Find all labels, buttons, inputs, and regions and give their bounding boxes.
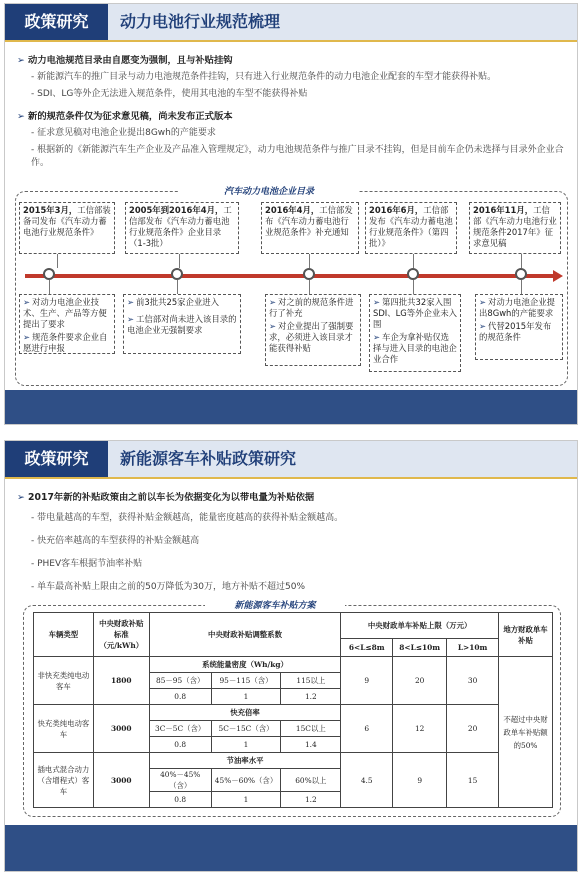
cell-range: 3C－5C（含）	[149, 721, 211, 737]
timeline-note: ➢ 前3批共25家企业进入 ➢ 工信部对尚未进入该目录的电池企业无强制要求	[123, 294, 241, 354]
timeline-event: 2015年3月，工信部装备司发布《汽车动力蓄电池行业规范条件》	[19, 202, 115, 254]
bullet-sub: - 单车最高补贴上限由之前的50万降低为30万，地方补贴不超过50%	[17, 580, 567, 594]
cell-cap: 20	[393, 657, 447, 705]
cell-range: 15C以上	[281, 721, 341, 737]
cell-range: 95－115（含）	[211, 673, 281, 689]
header-local: 地方财政单车补贴	[499, 613, 553, 657]
cell-metric: 系统能量密度（Wh/kg）	[149, 657, 340, 673]
bullet-list	[17, 54, 567, 174]
bullet-heading: ➢ 2017年新的补贴政策由之前以车长为依据变化为以带电量为补贴依据	[17, 491, 567, 505]
cell-type: 快充类纯电动客车	[34, 705, 94, 753]
timeline-stem	[413, 280, 414, 294]
timeline-stem	[309, 254, 310, 268]
footer-band	[5, 825, 577, 871]
timeline-node	[43, 268, 55, 280]
timeline-node	[303, 268, 315, 280]
bullet-sub: - 快充倍率越高的车型获得的补贴金额越高	[17, 534, 567, 548]
cell-range: 115以上	[281, 673, 341, 689]
cell-cap: 12	[393, 705, 447, 753]
cell-range: 60%以上	[281, 769, 341, 792]
cap-col-header: 8<L≤10m	[393, 639, 447, 657]
cell-coef: 0.8	[149, 792, 211, 808]
cell-metric: 节油率水平	[149, 753, 340, 769]
timeline-event: 2016年11月，工信部《汽车动力电池行业规范条件2017年》征求意见稿	[469, 202, 561, 254]
timeline-note: ➢ 对动力电池企业技术、生产、产品等方便提出了要求 ➢ 规范条件要求企业自愿进行申报	[19, 294, 115, 354]
cell-coef: 1	[211, 737, 281, 753]
table-row	[34, 657, 553, 673]
timeline-note: ➢ 对动力电池企业提出8Gwh的产能要求 ➢ 代替2015年发布的规范条件	[475, 294, 563, 360]
cell-std: 3000	[93, 705, 149, 753]
timeline-stem	[413, 254, 414, 268]
bullet-sub: - 根据新的《新能源汽车生产企业及产品准入管理规定》，动力电池规范条件与推广目录不挂钩，但是目前车企仍未选择与目录外企业合作。	[17, 144, 567, 170]
section-tag: 政策研究	[5, 441, 108, 477]
cell-coef: 1.2	[281, 792, 341, 808]
timeline-stem	[309, 280, 310, 294]
bullet-sub: - 带电量越高的车型，获得补贴金额越高，能量密度越高的获得补贴金额越高。	[17, 511, 567, 525]
cell-local: 不超过中央财政单车补贴额的50%	[499, 657, 553, 808]
timeline-stem	[49, 280, 50, 294]
cell-range: 40%－45%（含）	[149, 769, 211, 792]
timeline-stem	[177, 280, 178, 294]
timeline-stem	[521, 280, 522, 294]
header-coef: 中央财政补贴调整系数	[149, 613, 340, 657]
timeline-stem	[57, 254, 58, 268]
cap-col-header: 6<L≤8m	[341, 639, 393, 657]
timeline-arrowhead	[553, 270, 563, 282]
slide-title: 新能源客车补贴政策研究	[108, 441, 577, 477]
header-cap: 中央财政单车补贴上限（万元）	[341, 613, 499, 639]
bullet-sub: - 新能源汽车的推广目录与动力电池规范条件挂钩，只有进入行业规范条件的动力电池企业配套的车型才能获得补贴。	[17, 71, 567, 84]
timeline-note: ➢ 第四批共32家入围SDI、LG等外企业未入围 ➢ 车企为拿补贴仅选择与进入目录的电池企业合作	[369, 294, 461, 372]
cell-coef: 1.4	[281, 737, 341, 753]
header-type: 车辆类型	[34, 613, 94, 657]
cell-metric: 快充倍率	[149, 705, 340, 721]
cell-cap: 15	[447, 753, 499, 808]
timeline-node	[515, 268, 527, 280]
header-divider	[5, 477, 577, 479]
cell-cap: 4.5	[341, 753, 393, 808]
cell-type: 插电式混合动力（含增程式）客车	[34, 753, 94, 808]
table-header-row	[34, 613, 553, 639]
cell-coef: 0.8	[149, 689, 211, 705]
cell-std: 3000	[93, 753, 149, 808]
cell-type: 非快充类纯电动客车	[34, 657, 94, 705]
slide-title: 动力电池行业规范梳理	[108, 4, 577, 40]
section-tag: 政策研究	[5, 4, 108, 40]
slide-header	[5, 441, 577, 477]
cell-coef: 0.8	[149, 737, 211, 753]
cell-coef: 1.2	[281, 689, 341, 705]
cell-range: 5C－15C（含）	[211, 721, 281, 737]
timeline-event: 2016年6月，工信部发布《汽车动力蓄电池行业规范条件》（第四批）》	[365, 202, 457, 254]
bullet-heading: ➢ 新的规范条件仅为征求意见稿，尚未发布正式版本	[17, 110, 567, 123]
bullet-sub: - PHEV客车根据节油率补贴	[17, 557, 567, 571]
slide-battery-regulation	[4, 3, 578, 425]
timeline-node	[407, 268, 419, 280]
cell-cap: 30	[447, 657, 499, 705]
header-divider	[5, 40, 577, 42]
timeline-node	[171, 268, 183, 280]
header-std: 中央财政补贴标准（元/kWh）	[93, 613, 149, 657]
timeline-axis	[25, 274, 555, 278]
timeline-stem	[179, 254, 180, 268]
cap-col-header: L>10m	[447, 639, 499, 657]
cell-coef: 1	[211, 689, 281, 705]
cell-cap: 20	[447, 705, 499, 753]
table-row	[34, 753, 553, 769]
cell-std: 1800	[93, 657, 149, 705]
cell-coef: 1	[211, 792, 281, 808]
table-row	[34, 705, 553, 721]
footer-band	[5, 390, 577, 424]
cell-cap: 9	[393, 753, 447, 808]
slide-header	[5, 4, 577, 40]
timeline-event: 2016年4月，工信部发布《汽车动力蓄电池行业规范条件》补充通知	[261, 202, 359, 254]
subsidy-table	[33, 612, 553, 808]
timeline-note: ➢ 对之前的规范条件进行了补充 ➢ 对企业提出了强制要求，必须进入该目录才能获得补贴	[265, 294, 361, 366]
cell-range: 45%－60%（含）	[211, 769, 281, 792]
cell-range: 85－95（含）	[149, 673, 211, 689]
bullet-sub: - SDI、LG等外企无法进入规范条件，使用其电池的车型不能获得补贴	[17, 88, 567, 101]
cell-cap: 6	[341, 705, 393, 753]
table-title: 新能源客车补贴方案	[205, 598, 345, 611]
bullet-heading: ➢ 动力电池规范目录由自愿变为强制，且与补贴挂钩	[17, 54, 567, 67]
bullet-sub: - 征求意见稿对电池企业提出8Gwh的产能要求	[17, 127, 567, 140]
bullet-list	[17, 491, 567, 603]
timeline-stem	[521, 254, 522, 268]
timeline-event: 2005年到2016年4月，工信部发布《汽车动力蓄电池行业规范条件》企业目录（1-3批）	[125, 202, 239, 254]
slide-bus-subsidy	[4, 440, 578, 872]
timeline-title: 汽车动力电池企业目录	[179, 184, 359, 197]
cell-cap: 9	[341, 657, 393, 705]
